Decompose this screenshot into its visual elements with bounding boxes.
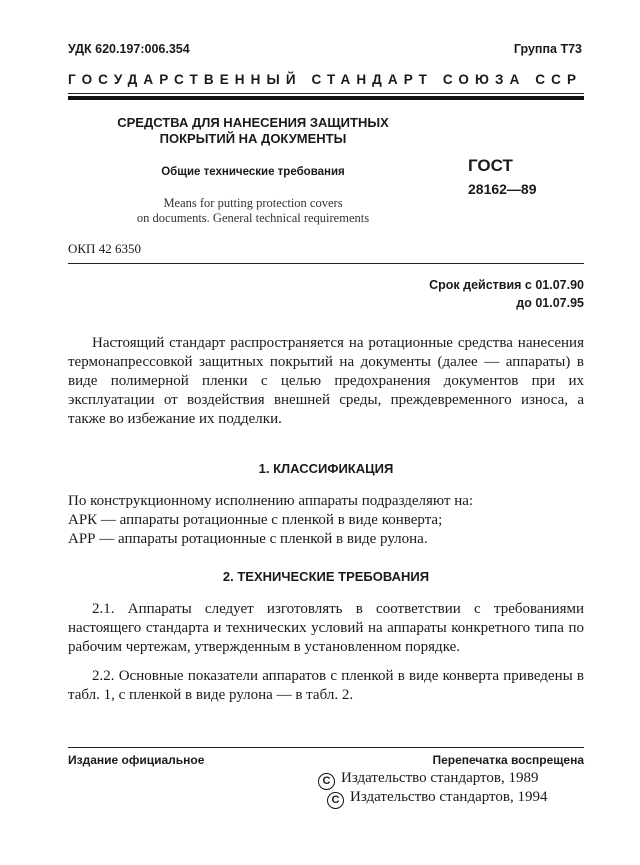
state-standard-heading: ГОСУДАРСТВЕННЫЙ СТАНДАРТ СОЮЗА ССР xyxy=(68,72,583,87)
okp-code: ОКП 42 6350 xyxy=(68,241,141,256)
paragraph-2-1: 2.1. Аппараты следует изготовлять в соответствии с требованиями настоящего стандарта и технических условий на аппараты конкретного типа по рабочим чертежам, утвержденным в установленном порядке. xyxy=(68,601,584,655)
footer-rule xyxy=(68,747,584,748)
group-code: Группа Т73 xyxy=(513,42,582,56)
section-2-title: 2. ТЕХНИЧЕСКИЕ ТРЕБОВАНИЯ xyxy=(222,569,430,584)
header-rule-thick xyxy=(68,96,584,100)
copyright-1994 xyxy=(327,789,547,809)
english-title xyxy=(68,196,438,226)
copyright-icon: C xyxy=(318,773,335,790)
section-1-line-2: АРК — аппараты ротационные с пленкой в виде конверта; xyxy=(68,512,443,528)
reprint-notice: Перепечатка воспрещена xyxy=(432,753,584,767)
intro-paragraph: Настоящий стандарт распространяется на ротационные средства нанесения термонапрессовкой защитных покрытий на документы (далее — аппараты) в виде полимерной пленки с целью предохранения документов при их эксплуатации от воздействия внешней среды, преждевременного износа, а также во избежание их подделки. xyxy=(68,335,584,427)
document-subtitle: Общие технические требования xyxy=(161,166,345,178)
title-line-2: ПОКРЫТИЙ НА ДОКУМЕНТЫ xyxy=(159,131,347,146)
english-title-line-2: on documents. General technical requirements xyxy=(136,211,370,225)
divider-rule xyxy=(68,263,584,264)
copyright-1989 xyxy=(318,770,538,790)
header-rule-thin xyxy=(68,93,584,94)
section-1-body xyxy=(68,492,584,549)
document-title xyxy=(68,115,438,147)
section-1-title: 1. КЛАССИФИКАЦИЯ xyxy=(258,461,394,476)
validity-from: Срок действия с 01.07.90 xyxy=(429,278,584,292)
gost-label: ГОСТ xyxy=(468,156,513,175)
title-line-1: СРЕДСТВА ДЛЯ НАНЕСЕНИЯ ЗАЩИТНЫХ xyxy=(117,115,389,130)
copyright-1989-text: Издательство стандартов, 1989 xyxy=(341,770,539,786)
paragraph-2-2: 2.2. Основные показатели аппаратов с пленкой в виде конверта приведены в табл. 1, с пленкой в виде рулона — в табл. 2. xyxy=(68,668,584,703)
section-1-line-1: По конструкционному исполнению аппараты подразделяют на: xyxy=(68,493,474,509)
english-title-line-1: Means for putting protection covers xyxy=(163,196,343,210)
udk-code: УДК 620.197:006.354 xyxy=(68,42,190,56)
section-1-line-3: АРР — аппараты ротационные с пленкой в виде рулона. xyxy=(68,531,428,547)
copyright-1994-text: Издательство стандартов, 1994 xyxy=(350,789,548,805)
gost-number: 28162—89 xyxy=(468,181,537,197)
official-edition-label: Издание официальное xyxy=(68,753,205,767)
validity-to: до 01.07.95 xyxy=(516,296,584,310)
copyright-icon: C xyxy=(327,792,344,809)
